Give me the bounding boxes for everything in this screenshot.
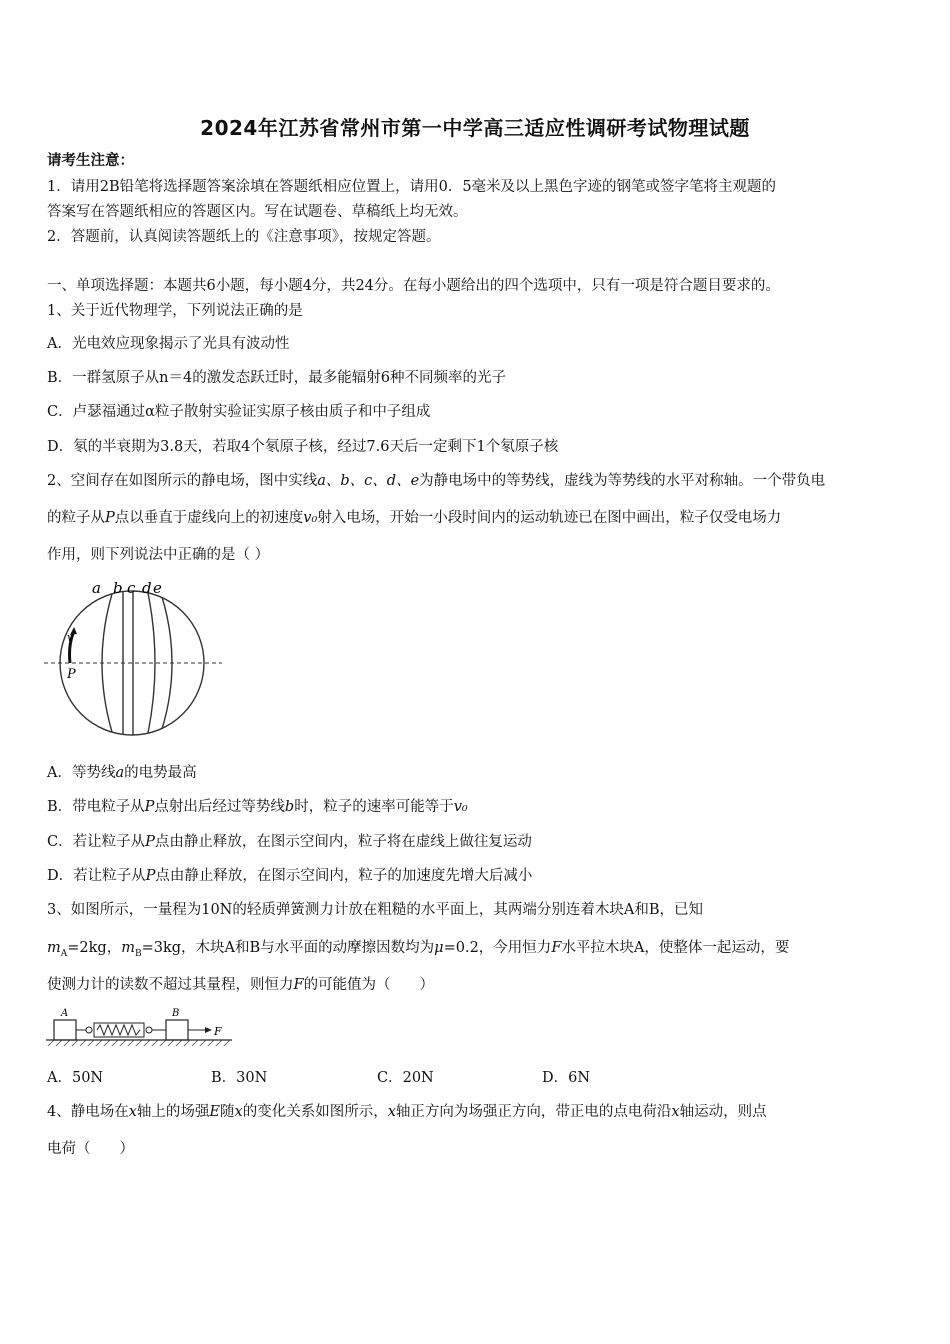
label-e: e — [153, 579, 162, 597]
q3-text: =3kg，木块A和B与水平面的动摩擦因数均为 — [141, 940, 435, 956]
q2-text: 的粒子从 — [47, 510, 105, 526]
q2-text: 点由静止释放，在图示空间内，粒子的加速度先增大后减小 — [155, 868, 533, 884]
notice-heading: 请考生注意： — [47, 152, 134, 169]
q3-stem-line-1: 3、如图所示，一量程为10N的轻质弹簧测力计放在粗糙的水平面上，其两端分别连着木块A和B，已知 — [47, 902, 703, 918]
q3-var: m — [121, 940, 135, 956]
q3-text: 使测力计的读数不超过其量程，则恒力 — [47, 977, 294, 993]
force-arrow-head — [205, 1027, 212, 1033]
q2-var: v₀ — [453, 799, 468, 815]
notice-line-1: 1．请用2B铅笔将选择题答案涂填在答题纸相应位置上，请用0．5毫米及以上黑色字迹的钢笔或签字笔将主观题的 — [47, 179, 777, 195]
q2-var: b — [284, 799, 295, 815]
label-a: a — [92, 579, 101, 597]
label-d: d — [142, 579, 152, 597]
q4-var: x — [387, 1104, 396, 1120]
q3-spring-figure — [44, 1004, 244, 1050]
q4-text: 4、静电场在 — [47, 1104, 129, 1120]
q3-stem-line-2 — [47, 938, 789, 964]
q4-var: x — [234, 1104, 243, 1120]
q3-option-a: A．50N — [47, 1070, 104, 1086]
block-b — [166, 1020, 188, 1040]
q2-stem-line-2 — [47, 508, 781, 528]
q2-text: 为静电场中的等势线，虚线为等势线的水平对称轴。一个带负电 — [419, 473, 826, 489]
q3-text: =2kg， — [67, 940, 122, 956]
q4-var: x — [671, 1104, 680, 1120]
q2-var: a — [115, 765, 125, 781]
q1-option-b: B．一群氢原子从n＝4的激发态跃迁时，最多能辐射6种不同频率的光子 — [47, 370, 506, 386]
block-a-label: A — [61, 1008, 69, 1019]
q2-var: P — [145, 868, 156, 884]
q2-text: 时，粒子的速率可能等于 — [294, 799, 454, 815]
ground-hatching — [48, 1040, 230, 1046]
q2-text: 射入电场，开始一小段时间内的运动轨迹已在图中画出，粒子仅受电场力 — [317, 510, 782, 526]
q4-text: 的变化关系如图所示， — [242, 1104, 388, 1120]
q4-text: 轴上的场强 — [136, 1104, 210, 1120]
q3-text: 的可能值为（ ） — [303, 977, 435, 993]
q2-text: 点由静止释放，在图示空间内，粒子将在虚线上做往复运动 — [154, 834, 532, 850]
spring-coil — [97, 1025, 140, 1035]
force-label: F — [214, 1025, 222, 1038]
q2-var: P — [144, 799, 155, 815]
q2-text: 的电势最高 — [124, 765, 197, 781]
q2-text: 点射出后经过等势线 — [154, 799, 285, 815]
label-c: c — [127, 579, 136, 597]
q2-vars: a、b、c、d、e — [317, 473, 420, 489]
q4-text: 轴运动，则点 — [679, 1104, 767, 1120]
q3-stem-line-3 — [47, 975, 434, 995]
q3-text: 水平拉木块A，使整体一起运动，要 — [561, 940, 790, 956]
q4-stem-line-1 — [47, 1102, 767, 1122]
q3-text: =0.2，今用恒力 — [443, 940, 552, 956]
q3-option-d: D．6N — [542, 1070, 591, 1086]
q3-option-c: C．20N — [377, 1070, 434, 1086]
spring-left-hook — [86, 1027, 92, 1033]
q2-var-p: P — [105, 510, 115, 526]
label-b: b — [113, 579, 123, 597]
q2-option-d — [47, 866, 532, 886]
q4-var: E — [209, 1104, 221, 1120]
q4-text: 随 — [220, 1104, 235, 1120]
q2-option-c — [47, 832, 532, 852]
q3-var: m — [47, 940, 61, 956]
q3-sub: A — [60, 948, 68, 959]
notice-line-2: 答案写在答题纸相应的答题区内。写在试题卷、草稿纸上均无效。 — [47, 204, 468, 220]
q2-stem-line-3: 作用，则下列说法中正确的是（ ） — [47, 547, 270, 563]
q1-option-a: A．光电效应现象揭示了光具有波动性 — [47, 336, 290, 352]
spring-right-hook — [146, 1027, 152, 1033]
q4-text: 轴正方向为场强正方向，带正电的点电荷沿 — [395, 1104, 672, 1120]
block-b-label: B — [172, 1008, 180, 1019]
q4-stem-line-2: 电荷（ ） — [47, 1141, 134, 1157]
q2-var: P — [145, 834, 155, 850]
q3-var: F — [551, 940, 562, 956]
page-title: 2024年江苏省常州市第一中学高三适应性调研考试物理试题 — [200, 116, 750, 140]
block-a — [54, 1020, 76, 1040]
q2-field-figure — [40, 575, 230, 740]
q4-var: x — [128, 1104, 137, 1120]
q2-text: D．若让粒子从 — [47, 868, 146, 884]
q1-stem: 1、关于近代物理学，下列说法正确的是 — [47, 303, 303, 319]
q2-option-b — [47, 797, 468, 817]
q2-text: 点以垂直于虚线向上的初速度 — [114, 510, 304, 526]
q2-stem-line-1 — [47, 471, 825, 491]
q3-var: F — [293, 977, 304, 993]
q1-option-d: D．氡的半衰期为3.8天，若取4个氡原子核，经过7.6天后一定剩下1个氡原子核 — [47, 439, 559, 455]
q2-text: B．带电粒子从 — [47, 799, 145, 815]
q2-option-a — [47, 763, 197, 783]
q3-option-b: B．30N — [211, 1070, 268, 1086]
q2-text: A．等势线 — [47, 765, 116, 781]
q1-option-c: C．卢瑟福通过α粒子散射实验证实原子核由质子和中子组成 — [47, 404, 431, 420]
q2-var-v0: v₀ — [303, 510, 318, 526]
velocity-label: v — [67, 631, 74, 644]
point-p-label: P — [67, 667, 76, 682]
q2-text: C．若让粒子从 — [47, 834, 146, 850]
section-heading: 一、单项选择题：本题共6小题，每小题4分，共24分。在每小题给出的四个选项中，只有一项是符合题目要求的。 — [47, 278, 780, 294]
notice-line-3: 2．答题前，认真阅读答题纸上的《注意事项》，按规定答题。 — [47, 229, 441, 245]
q3-sub: B — [134, 948, 142, 959]
q3-var: μ — [434, 940, 444, 956]
q2-text: 2、空间存在如图所示的静电场，图中实线 — [47, 473, 318, 489]
